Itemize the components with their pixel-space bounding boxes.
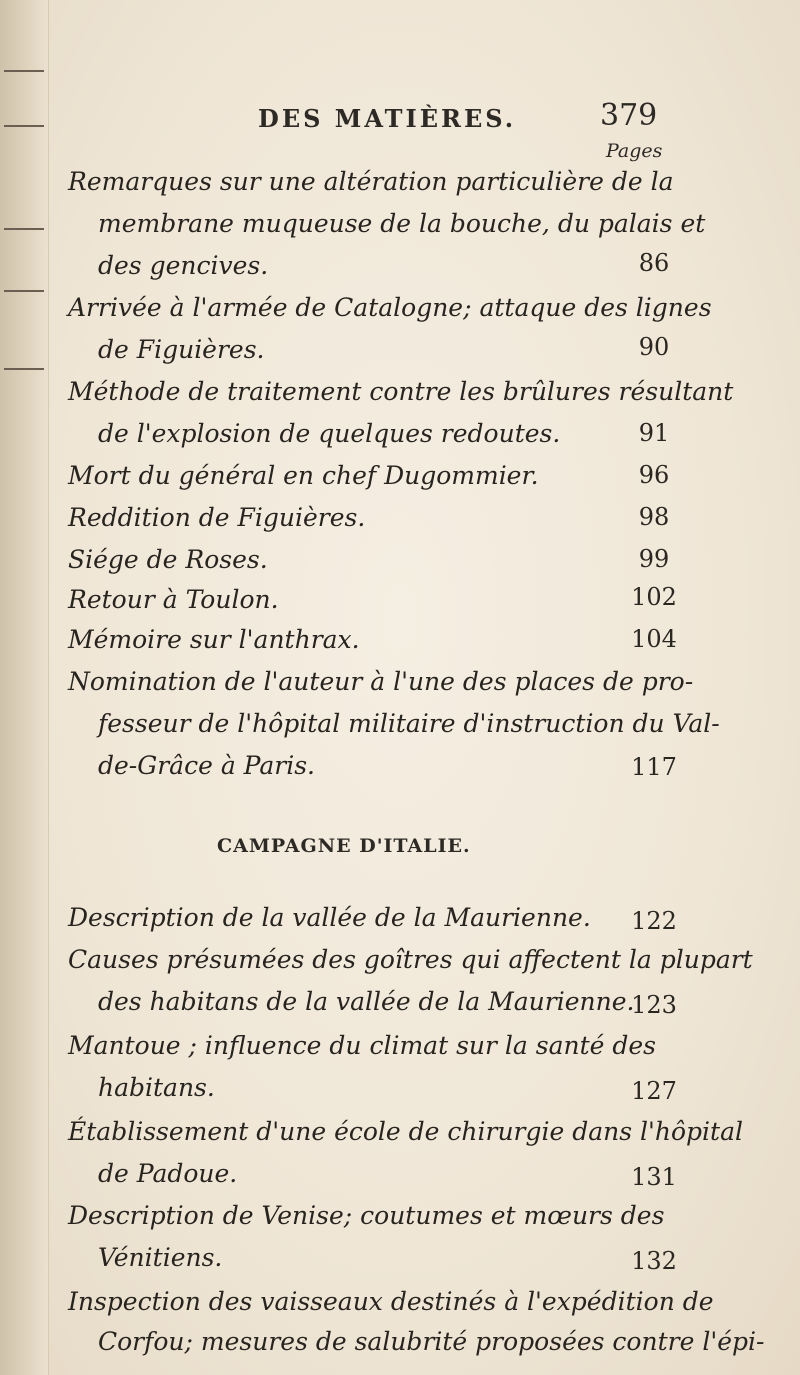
- entry-line: Établissement d'une école de chirurgie dans l'hôpital: [68, 1117, 743, 1146]
- entry-page-number: 122: [631, 907, 677, 935]
- entry-line: de Figuières.: [98, 335, 265, 364]
- entry-page-number: 132: [631, 1247, 677, 1275]
- edge-rule: [4, 228, 44, 230]
- entry-page-number: 131: [631, 1163, 677, 1191]
- entry-line: Remarques sur une altération particulière de la: [68, 167, 674, 196]
- entry-line: Description de Venise; coutumes et mœurs des: [68, 1201, 665, 1230]
- entry-line: Retour à Toulon.: [68, 585, 279, 614]
- edge-rule: [4, 368, 44, 370]
- entry-line: Causes présumées des goîtres qui affectent la plupart: [68, 945, 753, 974]
- entry-line: Reddition de Figuières.: [68, 503, 366, 532]
- previous-page-edge: [0, 0, 49, 1375]
- entry-page-number: 99: [638, 545, 670, 573]
- entry-page-number: 96: [638, 461, 670, 489]
- entry-line: Siége de Roses.: [68, 545, 268, 574]
- entry-page-number: 102: [631, 583, 677, 611]
- entry-line: Mort du général en chef Dugommier.: [68, 461, 539, 490]
- entry-line: de Padoue.: [98, 1159, 238, 1188]
- entry-line: Inspection des vaisseaux destinés à l'expédition de: [68, 1287, 714, 1316]
- entry-page-number: 98: [638, 503, 670, 531]
- entry-page-number: 90: [638, 333, 670, 361]
- entry-line: fesseur de l'hôpital militaire d'instruction du Val-: [98, 709, 720, 738]
- entry-line: Description de la vallée de la Maurienne.: [68, 903, 591, 932]
- edge-rule: [4, 290, 44, 292]
- entry-line: de-Grâce à Paris.: [98, 751, 315, 780]
- entry-line: des habitans de la vallée de la Maurienne.: [98, 987, 635, 1016]
- running-header-title: DES MATIÈRES.: [258, 104, 517, 133]
- page-number: 379: [600, 98, 658, 133]
- edge-rule: [4, 70, 44, 72]
- entry-line: Vénitiens.: [98, 1243, 223, 1272]
- pages-column-label: Pages: [606, 140, 663, 162]
- entry-page-number: 86: [638, 249, 670, 277]
- entry-line: Mantoue ; influence du climat sur la santé des: [68, 1031, 657, 1060]
- entry-line: Méthode de traitement contre les brûlures résultant: [68, 377, 734, 406]
- entry-page-number: 123: [631, 991, 677, 1019]
- entry-line: membrane muqueuse de la bouche, du palais et: [98, 209, 706, 238]
- entry-line: Mémoire sur l'anthrax.: [68, 625, 360, 654]
- entry-page-number: 91: [638, 419, 670, 447]
- edge-rule: [4, 125, 44, 127]
- entry-line: des gencives.: [98, 251, 269, 280]
- entry-page-number: 117: [631, 753, 677, 781]
- entry-line: Corfou; mesures de salubrité proposées contre l'épi-: [98, 1327, 765, 1356]
- section-heading: CAMPAGNE D'ITALIE.: [217, 835, 471, 857]
- entry-line: habitans.: [98, 1073, 215, 1102]
- entry-line: de l'explosion de quelques redoutes.: [98, 419, 561, 448]
- entry-page-number: 127: [631, 1077, 677, 1105]
- entry-page-number: 104: [631, 625, 677, 653]
- entry-line: Nomination de l'auteur à l'une des places de pro-: [68, 667, 694, 696]
- entry-line: Arrivée à l'armée de Catalogne; attaque des lignes: [68, 293, 712, 322]
